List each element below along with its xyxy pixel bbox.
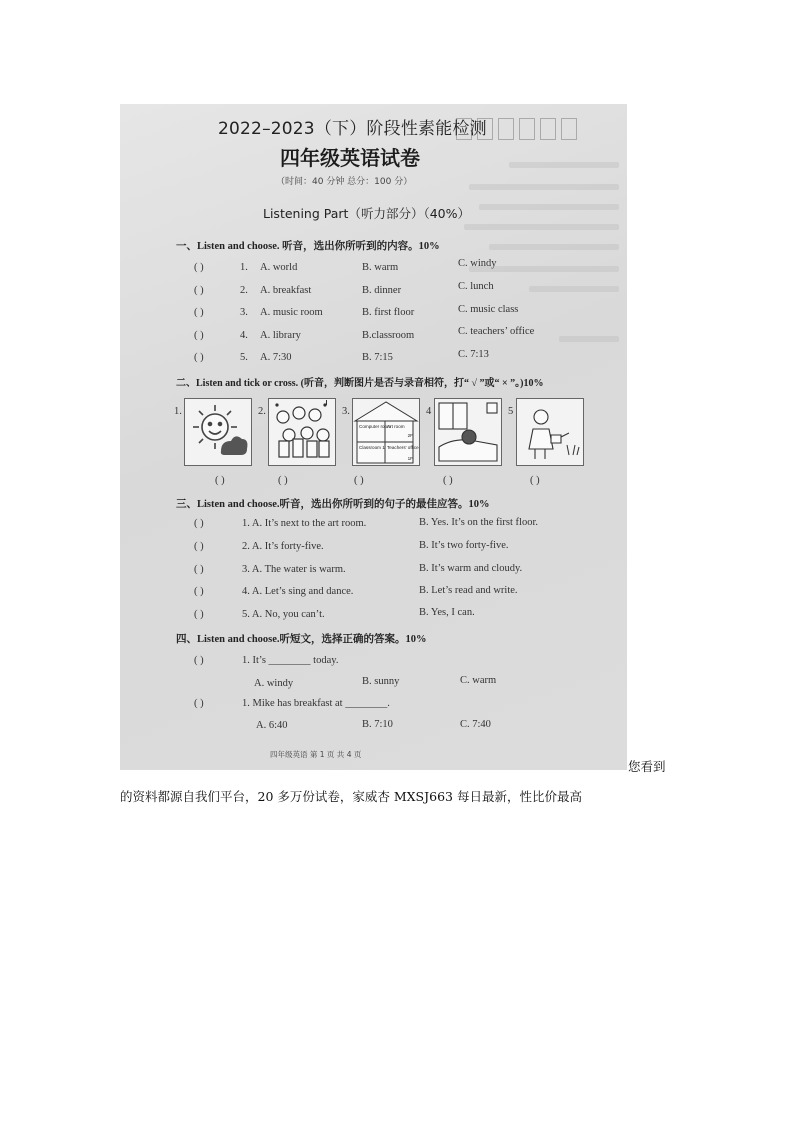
picture-number: 3.	[342, 406, 350, 417]
picture-number: 2.	[258, 406, 266, 417]
sun-cloud-icon	[185, 399, 251, 465]
picture-girl-watering	[516, 398, 584, 466]
section1-heading: 一、Listen and choose. 听音，选出你所听到的内容。10%	[176, 241, 440, 252]
answer-paren[interactable]: ( )	[194, 609, 204, 620]
section4-heading: 四、Listen and choose.听短文，选择正确的答案。10%	[176, 634, 427, 645]
answer-paren[interactable]: ( )	[194, 352, 204, 363]
option-b: B. 7:10	[362, 719, 393, 730]
option-b: B. warm	[362, 262, 399, 273]
option-b: B.classroom	[362, 330, 415, 341]
option-a: A. breakfast	[260, 285, 312, 296]
answer-paren[interactable]: ( )	[215, 475, 225, 486]
answer-paren[interactable]: ( )	[194, 564, 204, 575]
option-a: 1. A. It’s next to the art room.	[242, 518, 367, 529]
answer-paren[interactable]: ( )	[443, 475, 453, 486]
option-b: B. Yes. It’s on the first floor.	[419, 517, 539, 528]
option-c: C. 7:40	[460, 719, 491, 730]
exam-subtitle: 四年级英语试卷	[280, 146, 420, 170]
exam-photo	[120, 104, 627, 770]
watermark-line-1: 您看到	[628, 759, 666, 774]
option-c: C. music class	[458, 304, 519, 315]
answer-paren[interactable]: ( )	[194, 586, 204, 597]
picture-boy-in-bed	[434, 398, 502, 466]
answer-paren[interactable]: ( )	[194, 307, 204, 318]
section2-heading: 二、Listen and tick or cross. (听音，判断图片是否与录音相符，打“ √ ”或“ × ”。)10%	[176, 378, 544, 389]
option-c: C. warm	[460, 675, 497, 686]
answer-paren[interactable]: ( )	[194, 518, 204, 529]
plan-label: Classroom 1	[359, 445, 385, 450]
option-a: 5. A. No, you can’t.	[242, 609, 325, 620]
option-a: A. 6:40	[256, 720, 288, 731]
option-c: C. windy	[458, 258, 497, 269]
watermark-line-2: 的资料都源自我们平台，20 多万份试卷，家威杏 MXSJ663 每日最新，性比价最高	[120, 789, 582, 804]
question-text: 1. It’s ________ today.	[242, 655, 339, 666]
plan-label: Teachers' office	[387, 445, 419, 450]
option-c: C. 7:13	[458, 349, 489, 360]
option-c: C. teachers’ office	[458, 326, 535, 337]
option-a: A. world	[260, 262, 298, 273]
picture-school-plan	[352, 398, 420, 466]
option-a: A. 7:30	[260, 352, 292, 363]
option-b: B. Yes, I can.	[419, 607, 475, 618]
option-b: B. 7:15	[362, 352, 393, 363]
item-number: 3.	[240, 307, 248, 318]
plan-label: 1F	[407, 456, 413, 461]
option-a: A. music room	[260, 307, 323, 318]
answer-paren[interactable]: ( )	[530, 475, 540, 486]
question-text: 1. Mike has breakfast at ________.	[242, 698, 390, 709]
item-number: 1.	[240, 262, 248, 273]
plan-label: 2F	[407, 433, 413, 438]
exam-meta: （时间：40 分钟 总分：100 分）	[276, 177, 413, 187]
option-a: A. windy	[254, 678, 294, 689]
answer-paren[interactable]: ( )	[194, 541, 204, 552]
answer-paren[interactable]: ( )	[354, 475, 364, 486]
option-b: B. It’s warm and cloudy.	[419, 563, 523, 574]
item-number: 4.	[240, 330, 248, 341]
page-footer: 四年级英语 第 1 页 共 4 页	[270, 750, 362, 759]
picture-number: 5	[508, 406, 514, 417]
picture-kids-singing	[268, 398, 336, 466]
option-b: B. sunny	[362, 676, 400, 687]
option-a: A. library	[260, 330, 301, 341]
answer-paren[interactable]: ( )	[194, 330, 204, 341]
answer-paren[interactable]: ( )	[194, 698, 204, 709]
option-a: 2. A. It’s forty-five.	[242, 541, 324, 552]
option-b: B. It’s two forty-five.	[419, 540, 509, 551]
answer-paren[interactable]: ( )	[194, 285, 204, 296]
part-heading: Listening Part（听力部分）（40%）	[263, 206, 470, 221]
boy-waking-up-icon	[435, 399, 501, 465]
option-b: B. Let’s read and write.	[419, 585, 518, 596]
option-b: B. dinner	[362, 285, 402, 296]
answer-paren[interactable]: ( )	[278, 475, 288, 486]
plan-label: Art room	[387, 424, 405, 429]
section3-heading: 三、Listen and choose.听音，选出你所听到的句子的最佳应答。10%	[176, 499, 490, 510]
option-b: B. first floor	[362, 307, 415, 318]
item-number: 5.	[240, 352, 248, 363]
school-floor-plan-icon	[353, 399, 419, 465]
option-a: 4. A. Let’s sing and dance.	[242, 586, 354, 597]
option-c: C. lunch	[458, 281, 494, 292]
item-number: 2.	[240, 285, 248, 296]
answer-paren[interactable]: ( )	[194, 262, 204, 273]
exam-title: 2022–2023（下）阶段性素能检测	[218, 119, 487, 139]
children-singing-icon	[269, 399, 335, 465]
plan-label: Computer room	[359, 424, 391, 429]
picture-number: 4	[426, 406, 432, 417]
answer-paren[interactable]: ( )	[194, 655, 204, 666]
picture-sun	[184, 398, 252, 466]
girl-watering-plants-icon	[517, 399, 583, 465]
option-a: 3. A. The water is warm.	[242, 564, 346, 575]
picture-number: 1.	[174, 406, 182, 417]
